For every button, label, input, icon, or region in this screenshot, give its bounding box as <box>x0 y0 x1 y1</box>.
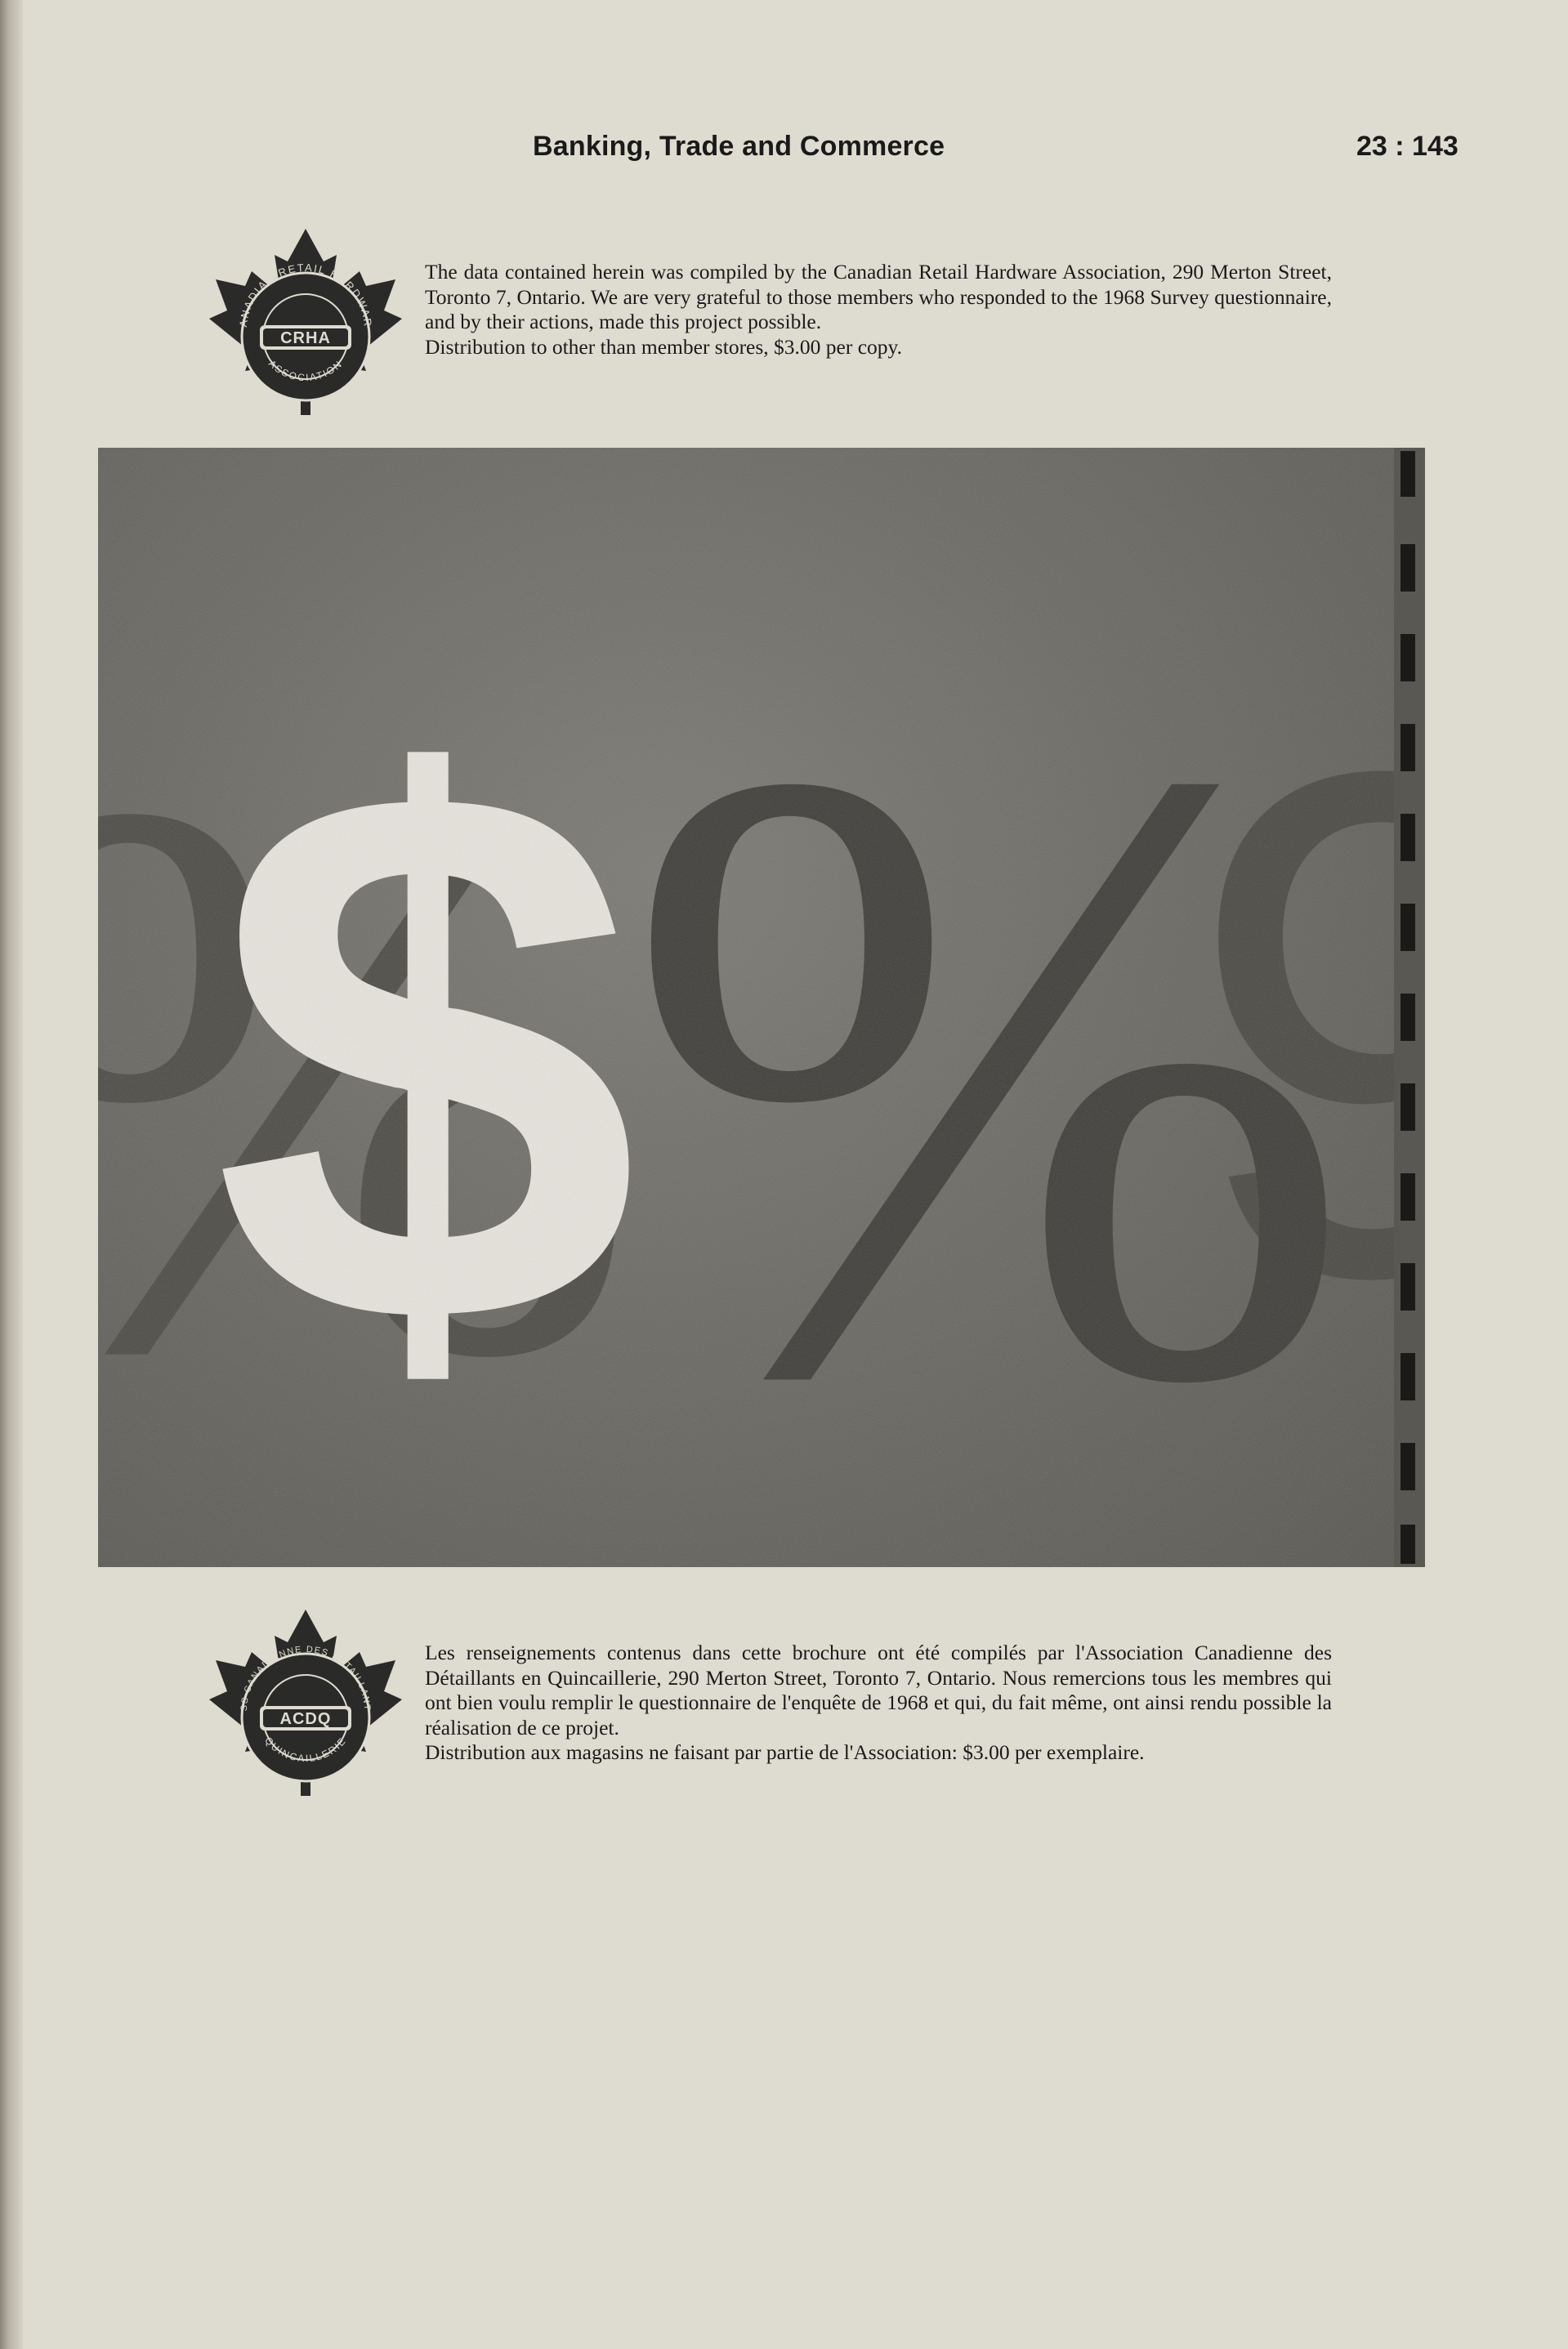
acdq-paragraph: Les renseignements contenus dans cette brochure ont été compilés par l'Association Canadienne des Détaillants en Quincaillerie, 290 Merton Street, Toronto 7, Ontario. Nous remercions tous les membres qui ont bien voulu remplir le questionnaire de l'enquête de 1968 et qui, du fait même, ont ainsi rendu possible la réalisation de ce projet. <box>425 1641 1332 1739</box>
crha-distribution-note: Distribution to other than member stores, $3.00 per copy. <box>425 334 903 359</box>
acdq-logo-arc-bottom-text: QUINCAILLERIE <box>262 1735 349 1765</box>
dollar-percent-photo <box>98 448 1425 1567</box>
crha-logo-monogram: CRHA <box>280 329 331 347</box>
acdq-maple-leaf-logo <box>199 1606 412 1802</box>
crha-maple-leaf-logo <box>199 226 412 422</box>
running-head <box>0 131 1568 172</box>
crha-notice <box>425 260 1332 359</box>
crha-paragraph: The data contained herein was compiled by the Canadian Retail Hardware Association, 290 Merton Street, Toronto 7, Ontario. We are very grateful to those members who responded to the 1968 Survey questionnaire, and by their actions, made this project possible. <box>425 260 1332 333</box>
acdq-distribution-note: Distribution aux magasins ne faisant par partie de l'Association: $3.00 per exemplaire. <box>425 1740 1145 1764</box>
film-sprocket-edge <box>1394 448 1425 1567</box>
crha-logo-arc-top-text: ANADIAN RETAIL HARDWAR <box>236 261 375 328</box>
acdq-notice <box>425 1641 1332 1766</box>
page-number: 23 : 143 <box>1356 131 1459 162</box>
page-title: Banking, Trade and Commerce <box>533 131 945 162</box>
acdq-logo-monogram: ACDQ <box>279 1710 332 1728</box>
crha-logo-arc-bottom-text: ASSOCIATION <box>266 357 346 384</box>
page-binding-edge <box>0 0 23 2349</box>
acdq-logo-arc-top-text: SS CANADIENNE DES DÉTAILLANT <box>239 1644 373 1712</box>
